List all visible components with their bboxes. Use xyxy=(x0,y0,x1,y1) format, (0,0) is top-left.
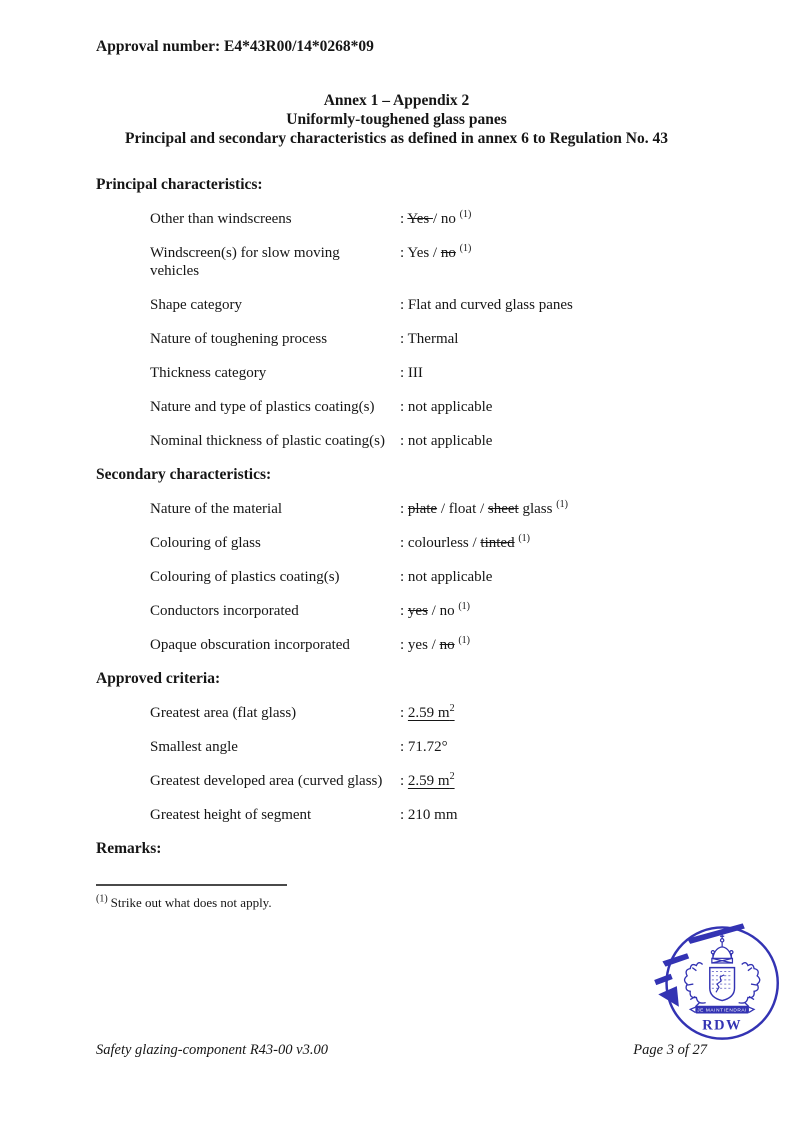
value-text: : Yes / xyxy=(400,245,441,261)
row-value xyxy=(400,568,793,586)
value-text: : xyxy=(400,603,408,619)
row-value xyxy=(400,432,793,450)
value-text: : xyxy=(400,705,408,721)
row-label-line: Greatest area (flat glass) xyxy=(150,705,297,721)
row-label-line: Greatest developed area (curved glass) xyxy=(150,773,383,789)
characteristic-row xyxy=(150,806,793,824)
row-label xyxy=(150,806,400,824)
value-text: : not applicable xyxy=(400,569,493,585)
row-value xyxy=(400,500,793,518)
characteristic-row xyxy=(150,244,793,280)
row-label-line: Nature of toughening process xyxy=(150,331,328,347)
row-label-line: Greatest height of segment xyxy=(150,807,312,823)
row-value xyxy=(400,398,793,416)
superscript-note: (1) xyxy=(459,243,472,254)
underlined-value xyxy=(408,705,455,721)
row-value xyxy=(400,330,793,348)
row-label-line: Conductors incorporated xyxy=(150,603,299,619)
row-value xyxy=(400,636,793,654)
characteristic-row xyxy=(150,500,793,518)
value-text: : III xyxy=(400,365,423,381)
characteristic-row xyxy=(150,330,793,348)
footer-document-reference: Safety glazing-component R43-00 v3.00 xyxy=(96,1042,328,1058)
struck-out-text: Yes xyxy=(407,211,433,227)
title-line-3: Principal and secondary characteristics as defined in annex 6 to Regulation No. 43 xyxy=(125,130,668,147)
footnote-marker: (1) xyxy=(96,893,108,905)
row-value xyxy=(400,738,793,756)
lion-supporter-right xyxy=(739,963,760,1007)
row-label xyxy=(150,738,400,756)
struck-out-text: yes xyxy=(407,603,428,619)
superscript-note: (1) xyxy=(459,209,472,220)
row-label-line: Opaque obscuration incorporated xyxy=(150,637,350,653)
superscript-note: (1) xyxy=(556,499,568,510)
row-label xyxy=(150,568,400,586)
rdw-stamp xyxy=(648,918,786,1044)
value-text: 2.59 m xyxy=(407,705,450,721)
struck-out-text: no xyxy=(439,637,455,653)
row-label xyxy=(150,432,400,450)
row-label-line: Other than windscreens xyxy=(150,211,292,227)
row-label xyxy=(150,500,400,518)
struck-out-text: no xyxy=(440,245,456,261)
value-text: : yes / xyxy=(400,637,440,653)
approval-number: Approval number: E4*43R00/14*0268*09 xyxy=(96,38,374,55)
row-label-line: Nature and type of plastics coating(s) xyxy=(150,399,375,415)
row-label-line: Smallest angle xyxy=(150,739,238,755)
struck-out-text: sheet xyxy=(487,501,519,517)
characteristic-row xyxy=(150,704,793,722)
value-text: : not applicable xyxy=(400,433,493,449)
superscript-note: (1) xyxy=(458,635,471,646)
value-text: / no xyxy=(427,603,459,619)
characteristic-row xyxy=(150,602,793,620)
characteristics-sections xyxy=(0,176,793,874)
section-heading: Secondary characteristics: xyxy=(96,466,272,483)
section-heading: Principal characteristics: xyxy=(96,176,263,193)
crown-icon xyxy=(711,934,733,963)
characteristic-row xyxy=(150,534,793,552)
stamp-swoosh-dash-3 xyxy=(654,974,673,985)
row-label xyxy=(150,772,400,790)
title-line-2: Uniformly-toughened glass panes xyxy=(286,111,507,128)
row-label xyxy=(150,398,400,416)
footnote-rule xyxy=(96,884,287,886)
row-label xyxy=(150,704,400,722)
motto-banner xyxy=(690,1006,754,1014)
row-label-line: vehicles xyxy=(150,263,200,279)
characteristic-row xyxy=(150,296,793,314)
characteristic-row xyxy=(150,432,793,450)
value-text: 2.59 m xyxy=(407,773,450,789)
value-text: : xyxy=(400,501,408,517)
value-text: : xyxy=(400,211,408,227)
superscript-note: (1) xyxy=(518,533,530,544)
value-text: : xyxy=(400,773,408,789)
row-label-line: Shape category xyxy=(150,297,243,313)
row-value xyxy=(400,602,793,620)
stamp-swoosh-dash-2 xyxy=(662,953,689,966)
row-value xyxy=(400,772,793,790)
superscript-note: 2 xyxy=(449,703,455,714)
row-label-line: Nature of the material xyxy=(150,501,283,517)
row-label-line: Windscreen(s) for slow moving xyxy=(150,245,340,261)
row-label xyxy=(150,210,400,228)
row-label-line: Nominal thickness of plastic coating(s) xyxy=(150,433,385,449)
row-label xyxy=(150,296,400,314)
lion-supporter-left xyxy=(685,963,706,1007)
value-text: : Flat and curved glass panes xyxy=(400,297,573,313)
characteristic-row xyxy=(150,364,793,382)
row-label xyxy=(150,330,400,348)
superscript-note: (1) xyxy=(458,601,471,612)
characteristic-row xyxy=(150,398,793,416)
row-label-line: Colouring of plastics coating(s) xyxy=(150,569,340,585)
page-footer xyxy=(96,1042,707,1059)
footnote xyxy=(96,895,287,911)
footnote-block xyxy=(96,884,287,911)
characteristic-row xyxy=(150,636,793,654)
value-text: : Thermal xyxy=(400,331,459,347)
characteristic-row xyxy=(150,210,793,228)
row-label xyxy=(150,364,400,382)
footnote-text: Strike out what does not apply. xyxy=(110,895,272,910)
section-heading: Remarks: xyxy=(96,840,162,857)
row-value xyxy=(400,244,793,280)
row-label-line: Thickness category xyxy=(150,365,267,381)
row-value xyxy=(400,704,793,722)
stamp-motto-text: JE MAINTIENDRAI xyxy=(697,1008,748,1014)
stamp-swoosh-blob xyxy=(658,986,679,1007)
section-heading: Approved criteria: xyxy=(96,670,221,687)
row-label xyxy=(150,244,400,280)
value-text: : 71.72° xyxy=(400,739,448,755)
row-label xyxy=(150,602,400,620)
row-value xyxy=(400,364,793,382)
row-value xyxy=(400,296,793,314)
row-label xyxy=(150,534,400,552)
row-label xyxy=(150,636,400,654)
superscript-note: 2 xyxy=(449,771,455,782)
row-value xyxy=(400,806,793,824)
characteristic-row xyxy=(150,568,793,586)
struck-out-text: plate xyxy=(407,501,438,517)
value-text: : 210 mm xyxy=(400,807,458,823)
row-value xyxy=(400,210,793,228)
characteristic-row xyxy=(150,738,793,756)
value-text: glass xyxy=(518,501,557,517)
value-text: : colourless / xyxy=(400,535,481,551)
value-text: : not applicable xyxy=(400,399,493,415)
title-line-1: Annex 1 – Appendix 2 xyxy=(323,92,470,109)
row-label-line: Colouring of glass xyxy=(150,535,261,551)
row-value xyxy=(400,534,793,552)
struck-out-text: tinted xyxy=(480,535,515,551)
value-text: / no xyxy=(432,211,460,227)
underlined-value xyxy=(408,773,455,789)
value-text: / float / xyxy=(437,501,488,517)
title-block xyxy=(0,91,793,148)
shield-icon xyxy=(710,968,735,1001)
footer-page-number: Page 3 of 27 xyxy=(633,1042,707,1058)
characteristic-row xyxy=(150,772,793,790)
stamp-org-text: RDW xyxy=(702,1017,743,1034)
